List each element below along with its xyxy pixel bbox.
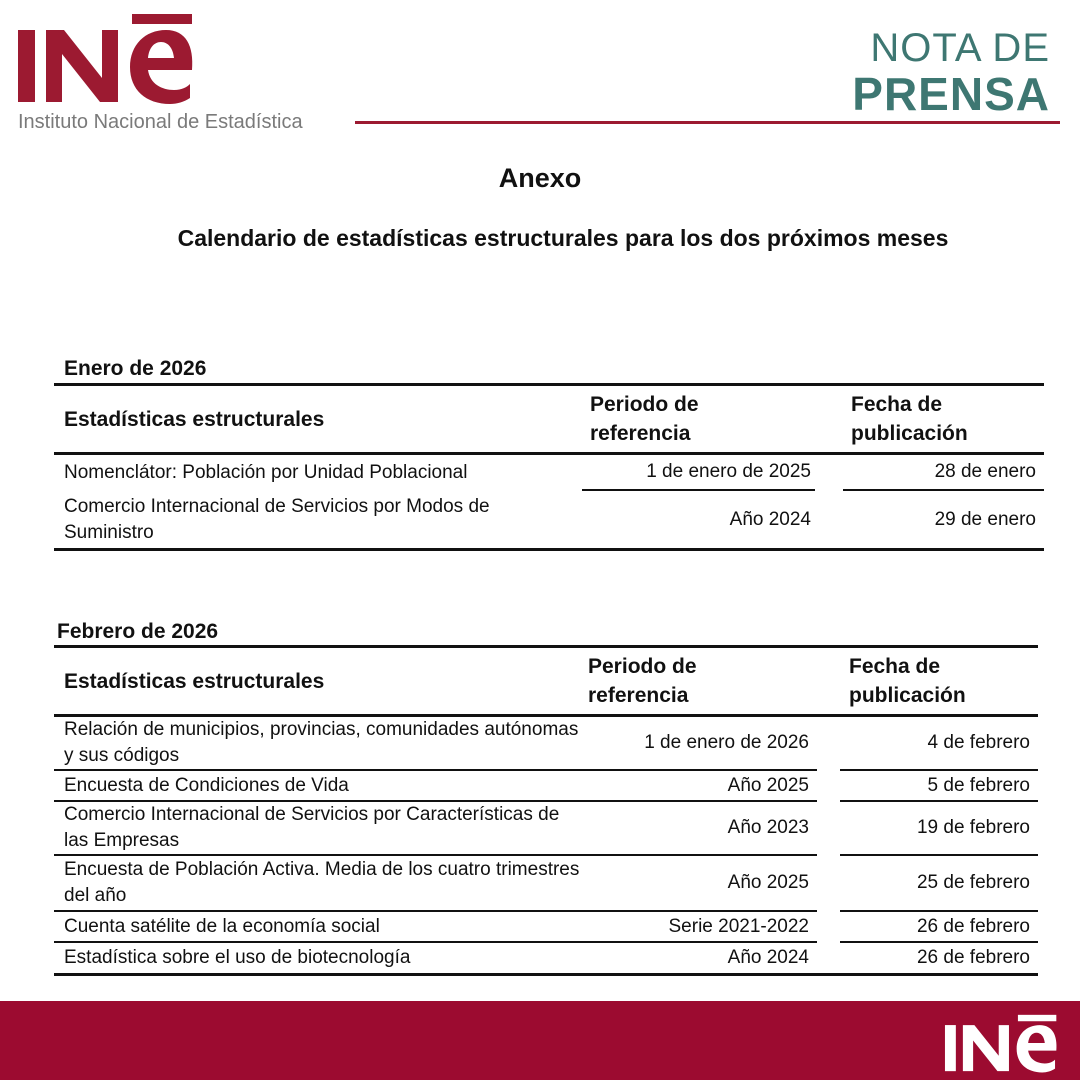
cell-date: 25 de febrero <box>840 856 1038 912</box>
col-header-date: Fecha de publicación <box>851 393 968 445</box>
table-row <box>54 943 1038 973</box>
ine-logo-mark <box>14 8 194 108</box>
cell-stat: Comercio Internacional de Servicios por Modos de Suministro <box>64 495 490 543</box>
table-row <box>54 912 1038 943</box>
cell-date: 29 de enero <box>934 508 1036 530</box>
footer-bar <box>0 1001 1080 1080</box>
col-header-period: Periodo de referencia <box>590 393 699 445</box>
table-header <box>54 648 1038 717</box>
cell-date: 26 de febrero <box>916 947 1030 968</box>
col-header-stat: Estadísticas estructurales <box>64 669 325 693</box>
cell-stat: Comercio Internacional de Servicios por Características de las Empresas <box>54 802 586 856</box>
col-header-date: Fecha de publicación <box>849 655 966 707</box>
cell-period: Año 2024 <box>729 508 811 530</box>
ine-logo-subtitle: Instituto Nacional de Estadística <box>18 111 303 133</box>
month-heading-febrero: Febrero de 2026 <box>57 620 219 643</box>
month-heading-enero: Enero de 2026 <box>64 357 207 380</box>
cell-period: Año 2024 <box>727 947 809 968</box>
cell-period: Año 2025 <box>579 856 817 912</box>
cell-period: Año 2023 <box>579 802 817 856</box>
cell-stat: Nomenclátor: Población por Unidad Poblacional <box>64 462 468 483</box>
nota-line1: NOTA DE <box>870 26 1050 70</box>
cell-period: Serie 2021-2022 <box>579 912 817 943</box>
col-header-period: Periodo de referencia <box>588 655 697 707</box>
table-row <box>54 717 1038 771</box>
table-row <box>54 455 1044 491</box>
cell-period: 1 de enero de 2026 <box>579 717 817 771</box>
cell-period: 1 de enero de 2025 <box>582 455 815 491</box>
cell-stat: Encuesta de Condiciones de Vida <box>54 771 586 802</box>
table-febrero <box>54 645 1038 976</box>
cell-period: Año 2025 <box>579 771 817 802</box>
cell-date: 5 de febrero <box>840 771 1038 802</box>
nota-line2: PRENSA <box>852 68 1050 120</box>
ine-logo <box>14 8 344 133</box>
cell-date: 26 de febrero <box>840 912 1038 943</box>
table-header <box>54 386 1044 455</box>
cell-date: 28 de enero <box>843 455 1044 491</box>
header-divider <box>355 121 1060 124</box>
table-row <box>54 771 1038 802</box>
cell-date: 19 de febrero <box>840 802 1038 856</box>
footer-ine-logo <box>940 1011 1060 1075</box>
table-row <box>54 856 1038 912</box>
table-row <box>54 491 1044 548</box>
cell-stat: Estadística sobre el uso de biotecnología <box>64 947 411 968</box>
col-header-stat: Estadísticas estructurales <box>64 407 325 431</box>
table-row <box>54 802 1038 856</box>
page-title: Anexo <box>498 163 582 193</box>
page-subtitle: Calendario de estadísticas estructurales para los dos próximos meses <box>177 225 949 251</box>
cell-stat: Encuesta de Población Activa. Media de los cuatro trimestres del año <box>54 856 586 912</box>
cell-stat: Cuenta satélite de la economía social <box>54 912 586 943</box>
cell-stat: Relación de municipios, provincias, comunidades autónomas y sus códigos <box>54 717 586 771</box>
cell-date: 4 de febrero <box>840 717 1038 771</box>
nota-de-prensa <box>852 28 1050 120</box>
table-enero <box>54 383 1044 551</box>
